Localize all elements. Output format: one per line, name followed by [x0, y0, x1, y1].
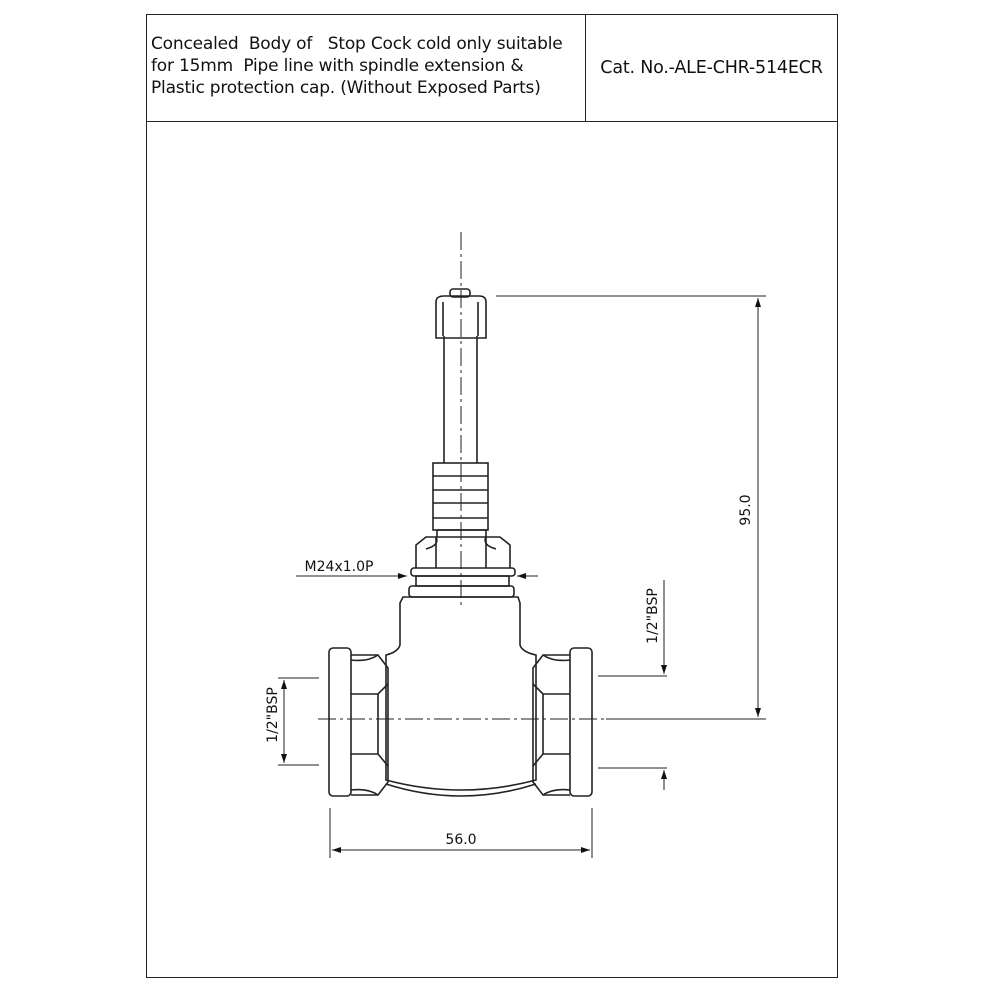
right-hex-connector	[533, 648, 592, 796]
valve-body	[386, 597, 536, 796]
description-line-1: Concealed Body of Stop Cock cold only suitable	[151, 34, 563, 54]
dimension-width-label: 56.0	[445, 832, 477, 848]
right-bsp-label: 1/2"BSP	[645, 588, 661, 644]
description-line-2: for 15mm Pipe line with spindle extension &	[151, 56, 524, 76]
catalog-number: Cat. No.-ALE-CHR-514ECR	[600, 58, 823, 78]
left-bsp-label: 1/2"BSP	[265, 687, 281, 743]
dimension-height-label: 95.0	[738, 494, 754, 526]
description-line-3: Plastic protection cap. (Without Exposed Parts)	[151, 78, 541, 98]
left-hex-connector	[329, 648, 388, 796]
thread-spec-label: M24x1.0P	[304, 559, 374, 575]
bonnet-nut	[409, 530, 515, 597]
